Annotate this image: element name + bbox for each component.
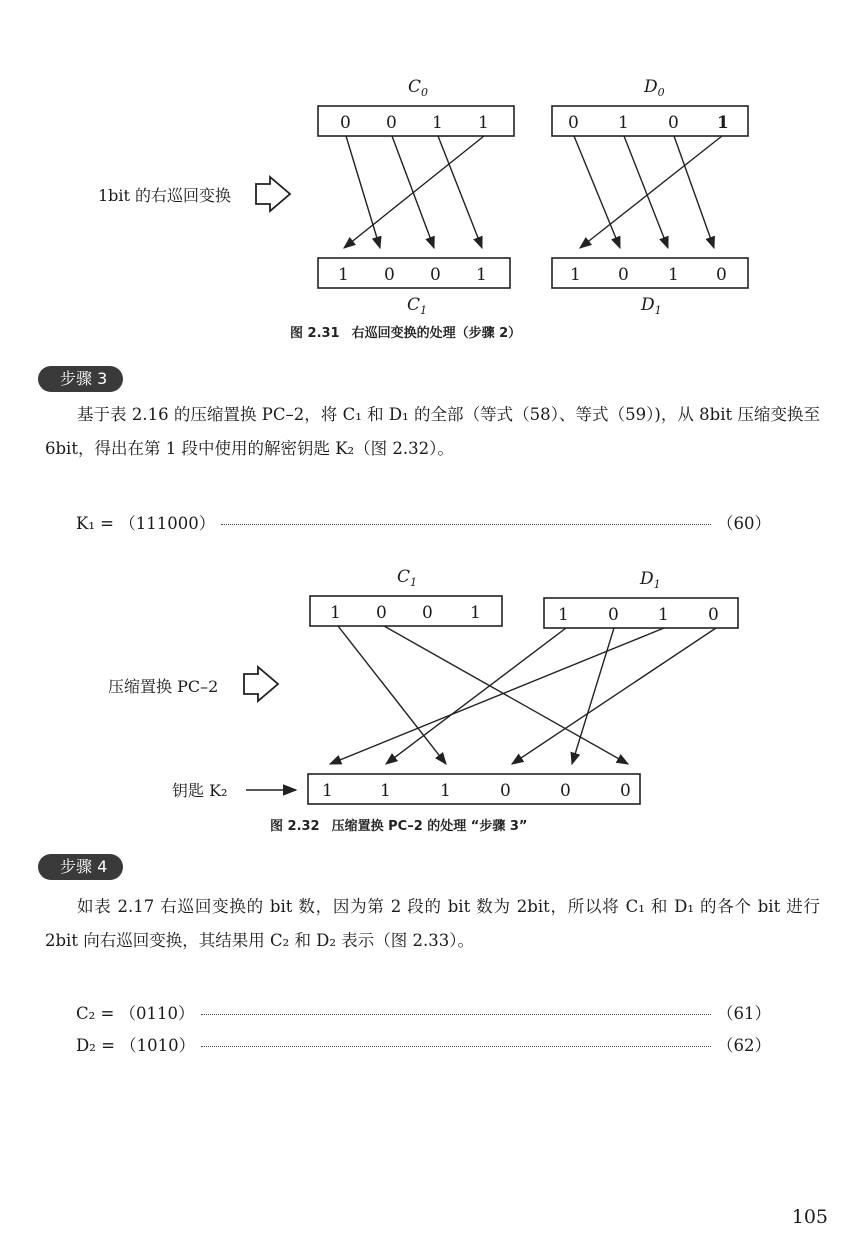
d0-bit: 1	[717, 113, 729, 133]
c0-bit: 0	[386, 113, 397, 133]
d0-label: $D_0$	[644, 77, 665, 99]
equation-number: （60）	[717, 514, 771, 533]
step4-paragraph: 如表 2.17 右巡回变换的 bit 数，因为第 2 段的 bit 数为 2bit，所以将 C₁ 和 D₁ 的各个 bit 进行 2bit 向右巡回变换，其结果用 C₂ 和 D₂ 表示（图 2.33）。	[45, 897, 820, 950]
page-number: 105	[791, 1206, 828, 1228]
key-bit: 0	[560, 781, 571, 801]
c1-bit: 0	[430, 265, 441, 285]
permute-arrow	[384, 626, 628, 764]
d1-bit: 0	[608, 605, 619, 625]
step4-badge: 步骤 4	[38, 854, 123, 880]
c1-bit: 1	[470, 603, 481, 623]
figure-2-31-caption: 图 2.31 右巡回变换的处理（步骤 2）	[290, 326, 522, 341]
c0-bit: 1	[478, 113, 489, 133]
c1-label: $C_1$	[407, 295, 428, 317]
rotate-label: 1bit 的右巡回变换	[98, 186, 232, 205]
key-label: 钥匙 K₂	[172, 781, 228, 800]
equation-62	[76, 1032, 771, 1056]
key-bit: 0	[500, 781, 511, 801]
c1-bit: 1	[330, 603, 341, 623]
equation-lhs: K₁ = （111000）	[76, 514, 216, 533]
key-bit: 1	[440, 781, 451, 801]
c1-bit: 0	[376, 603, 387, 623]
c0-label: $C_0$	[408, 77, 429, 99]
step3-paragraph: 基于表 2.16 的压缩置换 PC–2，将 C₁ 和 D₁ 的全部（等式（58）、等式（59）)，从 8bit 压缩变换至 6bit，得出在第 1 段中使用的解密钥匙 K₂（图 2.32）。	[45, 405, 820, 458]
key-bit: 0	[620, 781, 631, 801]
key-register	[308, 774, 640, 804]
equation-number: （61）	[717, 1004, 771, 1023]
permute-arrow	[386, 628, 566, 764]
d1-bit: 0	[708, 605, 719, 625]
c1-bit: 1	[476, 265, 487, 285]
permute-arrow	[338, 626, 446, 764]
c1-bit: 0	[384, 265, 395, 285]
c1-bit: 1	[338, 265, 349, 285]
d1-label: $D_1$	[640, 569, 661, 591]
hollow-arrow-icon	[244, 667, 278, 701]
d1-label: $D_1$	[641, 295, 662, 317]
c0-bit: 1	[432, 113, 443, 133]
figure-2-32-caption: 图 2.32 压缩置换 PC–2 的处理 “步骤 3”	[270, 819, 528, 834]
c1-bit: 0	[422, 603, 433, 623]
key-bit: 1	[322, 781, 333, 801]
d0-bit: 0	[668, 113, 679, 133]
d0-bit: 1	[618, 113, 629, 133]
key-bit: 1	[380, 781, 391, 801]
d1-bit: 0	[618, 265, 629, 285]
d1-bit: 0	[716, 265, 727, 285]
equation-61	[76, 1000, 771, 1024]
c0-bit: 0	[340, 113, 351, 133]
d1-bit: 1	[558, 605, 569, 625]
c1-label: $C_1$	[397, 567, 418, 589]
pc2-label: 压缩置换 PC–2	[108, 677, 219, 696]
d1-bit: 1	[658, 605, 669, 625]
equation-number: （62）	[717, 1036, 771, 1055]
step3-badge: 步骤 3	[38, 366, 123, 392]
equation-lhs: C₂ = （0110）	[76, 1004, 195, 1023]
d0-bit: 0	[568, 113, 579, 133]
d1-bit: 1	[668, 265, 679, 285]
d1-bit: 1	[570, 265, 581, 285]
equation-lhs: D₂ = （1010）	[76, 1036, 196, 1055]
